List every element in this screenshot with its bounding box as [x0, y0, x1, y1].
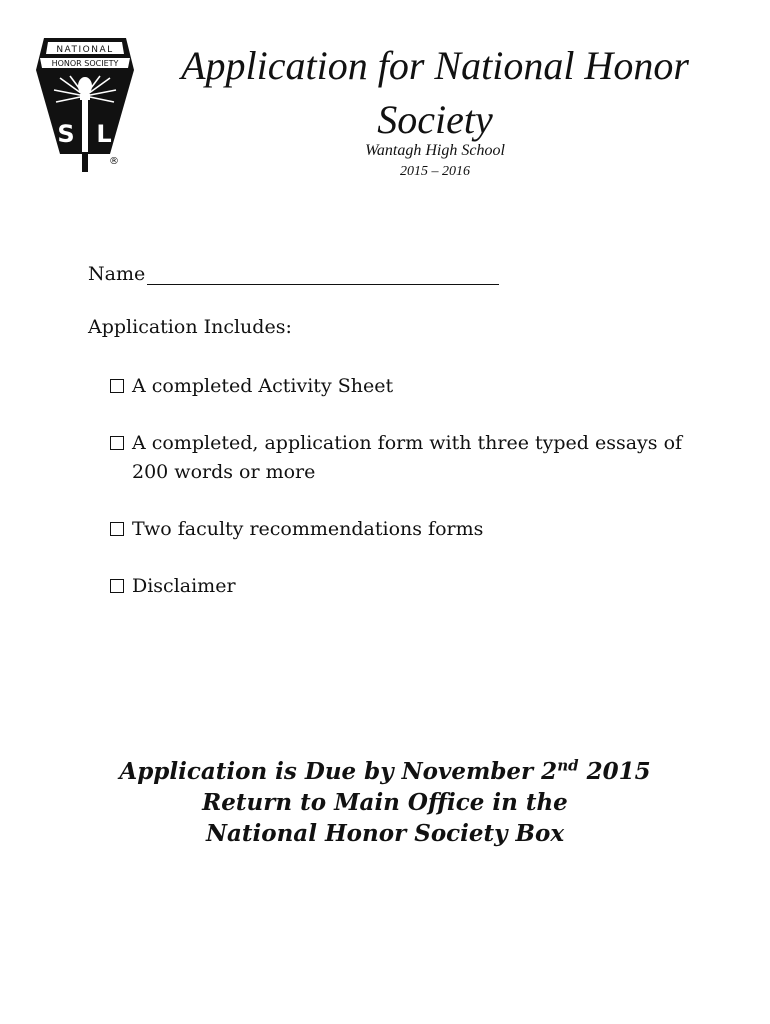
- due-notice: [0, 756, 770, 849]
- school-name: Wantagh High School: [365, 142, 505, 159]
- logo-top-text: NATIONAL: [56, 45, 114, 55]
- page-title-line-1: Application for National Honor: [181, 43, 689, 88]
- checklist-item: [110, 429, 690, 487]
- checkbox-icon[interactable]: [110, 522, 124, 536]
- registered-mark: ®: [109, 156, 119, 167]
- checklist-item-label: Disclaimer: [132, 575, 236, 597]
- due-date-text: Application is Due by November 2: [119, 758, 558, 785]
- box-instruction-line: National Honor Society Box: [205, 820, 565, 847]
- return-instruction-line: Return to Main Office in the: [202, 789, 568, 816]
- checklist-item: [110, 515, 690, 544]
- name-label: Name: [88, 263, 146, 285]
- due-date-line: [0, 756, 770, 787]
- checklist-item-label: A completed, application form with three typed essays of 200 words or more: [132, 432, 683, 483]
- page-title-line-2: Society: [377, 97, 493, 142]
- nhs-keystone-icon: [30, 34, 140, 176]
- school-years: 2015 – 2016: [400, 164, 470, 179]
- checkbox-icon[interactable]: [110, 436, 124, 450]
- checklist-item-label: A completed Activity Sheet: [132, 375, 394, 397]
- due-date-superscript: nd: [557, 756, 579, 775]
- checkbox-icon[interactable]: [110, 579, 124, 593]
- logo-letter-l: L: [96, 120, 112, 148]
- checklist-item-label: Two faculty recommendations forms: [132, 518, 484, 540]
- checkbox-icon[interactable]: [110, 379, 124, 393]
- name-blank-line[interactable]: [147, 262, 499, 285]
- checklist-item: [110, 572, 690, 601]
- logo-letter-s: S: [57, 120, 75, 148]
- name-field-row: [88, 262, 499, 285]
- checklist-item: [110, 372, 690, 401]
- nhs-logo: [30, 34, 140, 176]
- due-year: 2015: [578, 758, 651, 785]
- application-includes-label: Application Includes:: [88, 316, 292, 338]
- requirements-checklist: [110, 372, 690, 629]
- logo-band-text: HONOR SOCIETY: [51, 59, 119, 68]
